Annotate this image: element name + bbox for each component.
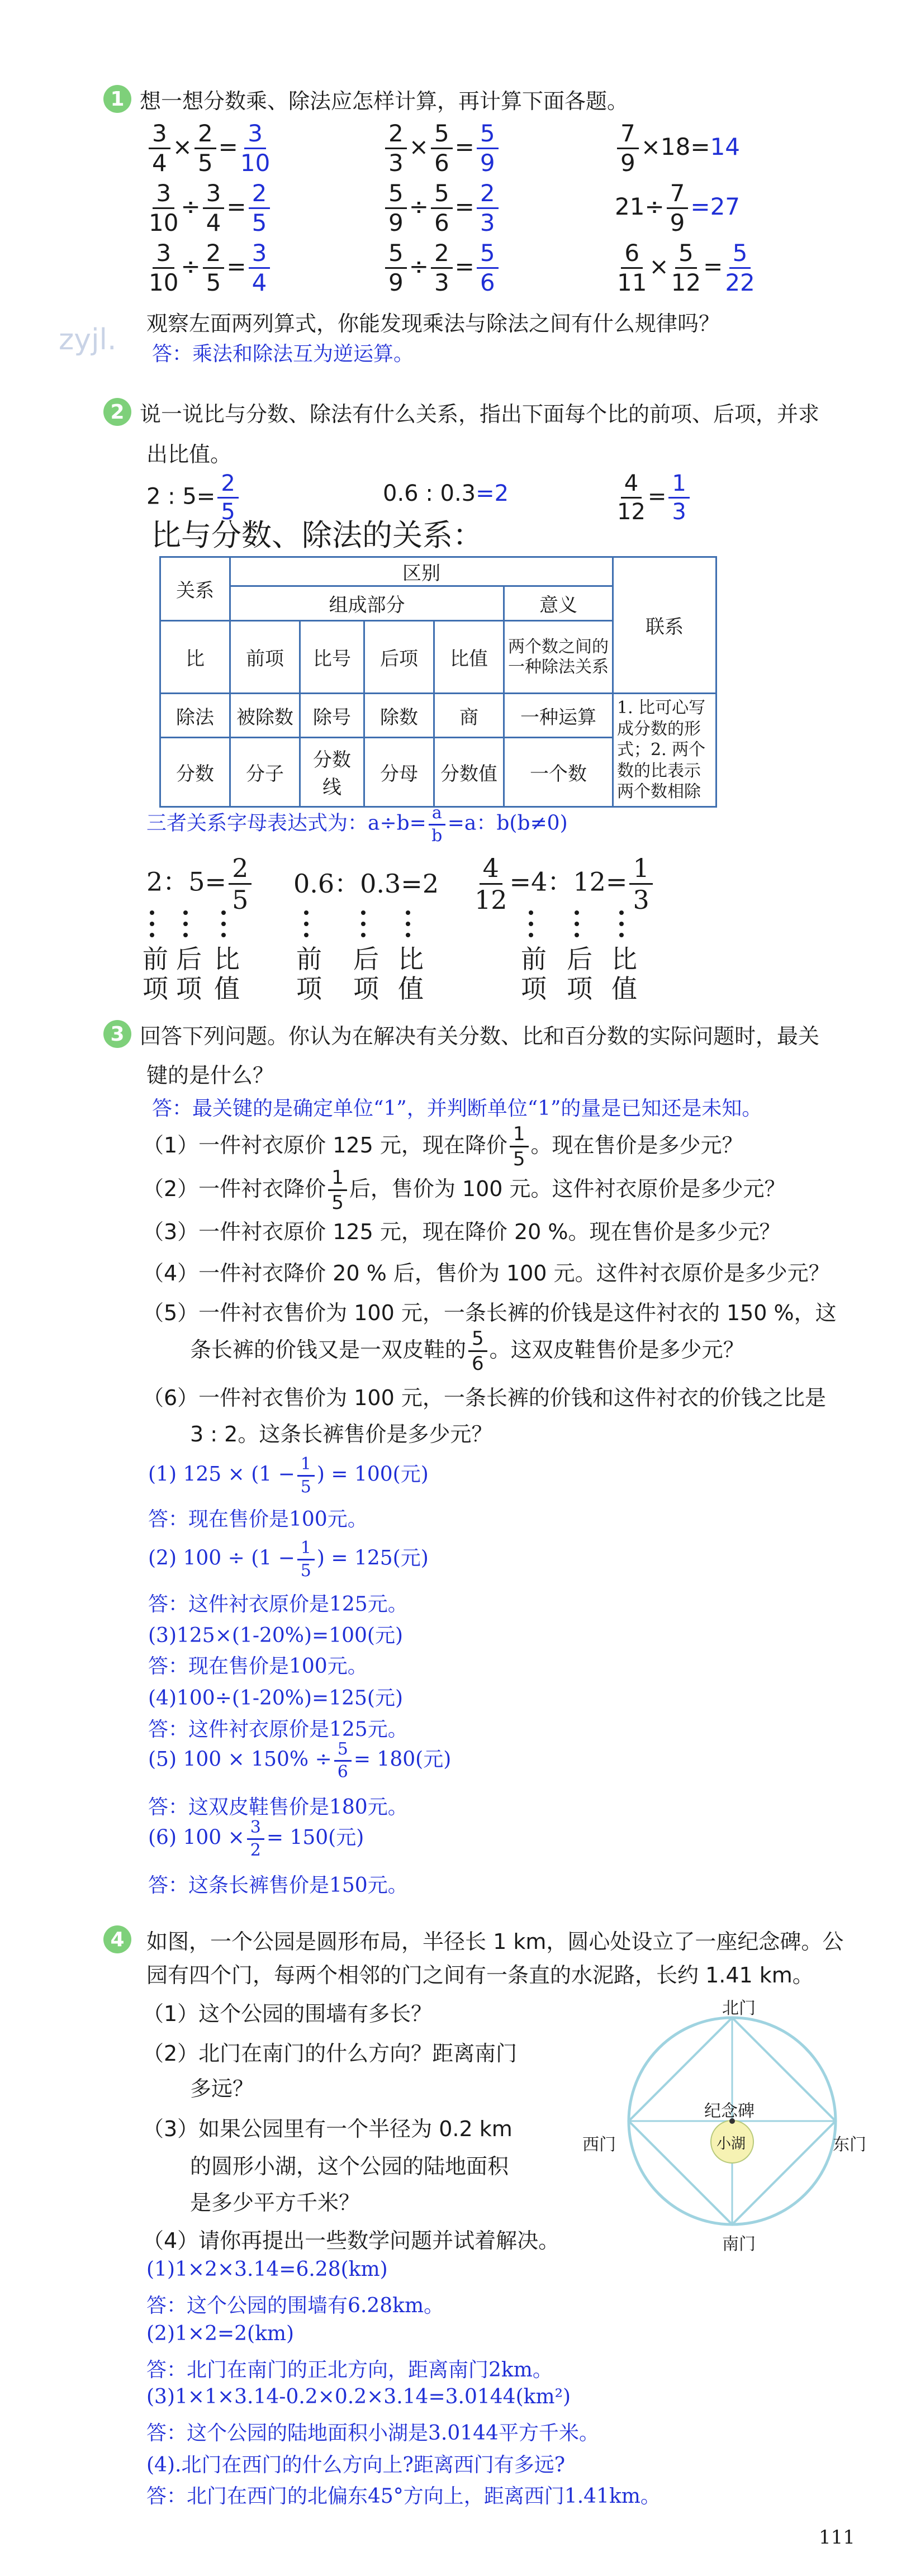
question-number-badge: 4 [103, 1925, 131, 1953]
hw-label: 后项 [353, 944, 379, 1004]
table-cell: 商 [434, 694, 504, 738]
q4-sub4: （4）请你再提出一些数学问题并试着解决。 [143, 2228, 560, 2253]
hw-ratio-1: 2：5= $\frac{2}{5}$ [146, 855, 254, 913]
q1-expr-3-2: $\frac{5}{9}$ ÷ $\frac{2}{3}$ = $\frac{5}{6}$ [383, 241, 501, 295]
q4-calc-1-answer: 答：这个公园的围墙有6.28km。 [146, 2294, 444, 2317]
q2-prompt-line2: 出比值。 [146, 442, 232, 467]
q3-sub3: （3）一件衬衣原价 125 元，现在降价 20 %。现在售价是多少元？ [143, 1220, 781, 1244]
q3-calc-6-answer: 答：这条长裤售价是150元。 [148, 1874, 408, 1897]
q3-prompt-line1: 回答下列问题。你认为在解决有关分数、比和百分数的实际问题时，最关 [140, 1024, 820, 1049]
table-header-diff: 区别 [230, 557, 613, 586]
q3-calc-3-answer: 答：现在售价是100元。 [148, 1655, 368, 1678]
table-cell: 一个数 [504, 738, 613, 807]
table-cell: 除法 [160, 694, 230, 738]
hw-label: 前项 [521, 944, 547, 1004]
q4-sub3-line2: 的圆形小湖，这个公园的陆地面积 [190, 2154, 509, 2179]
q2-prompt-line1: 说一说比与分数、除法有什么关系，指出下面每个比的前项、后项，并求 [140, 402, 820, 426]
q3-calc-6: (6) 100 × $\frac{3}{2}$ = 150(元) [148, 1818, 364, 1860]
q1-expr-1-2: $\frac{2}{3}$ × $\frac{5}{6}$ = $\frac{5}{9}$ [383, 122, 501, 175]
map-label-west: 西门 [582, 2135, 616, 2155]
q4-calc-3-answer: 答：这个公园的陆地面积小湖是3.0144平方千米。 [146, 2422, 599, 2445]
hw-ratio-2: 0.6：0.3=2 [293, 869, 439, 899]
q4-calc-3: (3)1×1×3.14-0.2×0.2×3.14=3.0144(km²) [146, 2385, 571, 2408]
q1-expr-2-3: 21÷ $\frac{7}{9}$ =27 [615, 179, 741, 236]
table-cell: 两个数之间的一种除法关系 [504, 621, 613, 694]
park-map [576, 1990, 889, 2258]
q3-sub5-line1: （5）一件衬衣售价为 100 元，一条长裤的价钱是这件衬衣的 150 %，这 [143, 1301, 837, 1325]
q4-calc-2-answer: 答：北门在南门的正北方向，距离南门2km。 [146, 2359, 553, 2382]
q1-prompt: 想一想分数乘、除法应怎样计算，再计算下面各题。 [140, 89, 629, 113]
q3-prompt-line2: 键的是什么？ [146, 1063, 274, 1088]
q4-calc-1: (1)1×2×3.14=6.28(km) [146, 2258, 388, 2281]
q3-sub4: （4）一件衬衣降价 20 % 后，售价为 100 元。这件衬衣原价是多少元？ [143, 1261, 830, 1285]
q1-expr-2-1: $\frac{3}{10}$ ÷ $\frac{3}{4}$ = $\frac{2}{5}$ [146, 182, 272, 235]
table-cell: 分母 [364, 738, 434, 807]
q4-prompt-line1: 如图，一个公园是圆形布局，半径长 1 km，圆心处设立了一座纪念碑。公 [146, 1929, 844, 1954]
q1-expr-1-3: $\frac{7}{9}$ ×18=14 [615, 122, 740, 175]
table-header-link: 联系 [613, 557, 717, 694]
hw-label: 前项 [143, 944, 168, 1004]
table-cell: 除号 [300, 694, 364, 738]
q2-formula: 三者关系字母表达式为：a÷b= $\frac{a}{b}$ =a：b(b≠0) [146, 803, 568, 846]
q4-calc-4: (4).北门在西门的什么方向上?距离西门有多远? [146, 2454, 566, 2477]
q4-prompt-line2: 园有四个门，每两个相邻的门之间有一条直的水泥路，长约 1.41 km。 [146, 1963, 814, 1987]
q3-calc-3: (3)125×(1-20%)=100(元) [148, 1624, 404, 1647]
relation-table-title: 比与分数、除法的关系： [151, 518, 483, 553]
hw-label: 比值 [611, 944, 637, 1004]
hw-label: 后项 [567, 944, 592, 1004]
q3-calc-4: (4)100÷(1-20%)=125(元) [148, 1687, 404, 1710]
map-label-monument: 纪念碑 [704, 2101, 755, 2121]
hw-label: 比值 [398, 944, 424, 1004]
q4-sub3-line1: （3）如果公园里有一个半径为 0.2 km [143, 2117, 513, 2141]
relation-table [159, 556, 717, 808]
q3-calc-1: (1) 125 × (1 − $\frac{1}{5}$ ) = 100(元) [148, 1454, 429, 1497]
table-cell: 被除数 [230, 694, 300, 738]
q3-calc-5-answer: 答：这双皮鞋售价是180元。 [148, 1796, 408, 1819]
q4-calc-4-answer: 答：北门在西门的北偏东45°方向上，距离西门1.41km。 [146, 2485, 661, 2508]
q1-expr-3-3: $\frac{6}{11}$ × $\frac{5}{12}$ = $\frac{5}{22}$ [617, 239, 755, 296]
q3-sub6-line2: 3 : 2。这条长裤售价是多少元？ [190, 1422, 493, 1446]
q3-sub6-line1: （6）一件衬衣售价为 100 元，一条长裤的价钱和这件衬衣的价钱之比是 [143, 1386, 826, 1410]
question-number-badge: 3 [103, 1020, 131, 1048]
q1-expr-3-1: $\frac{3}{10}$ ÷ $\frac{2}{5}$ = $\frac{3}{4}$ [146, 241, 272, 295]
table-cell: 分数值 [434, 738, 504, 807]
hw-label: 比值 [214, 944, 240, 1004]
page-number: 111 [819, 2526, 855, 2549]
map-label-south: 南门 [722, 2235, 756, 2254]
question-number-badge: 2 [103, 398, 131, 426]
question-number-badge: 1 [103, 85, 131, 113]
q1-expr-2-2: $\frac{5}{9}$ ÷ $\frac{5}{6}$ = $\frac{2}{3}$ [383, 182, 501, 235]
map-label-lake: 小湖 [717, 2136, 746, 2152]
table-cell: 分子 [230, 738, 300, 807]
q1-expr-1-1: $\frac{3}{4}$ × $\frac{2}{5}$ = $\frac{3}{10}$ [146, 122, 272, 175]
q3-answer: 答：最关键的是确定单位“1”，并判断单位“1”的量是已知还是未知。 [152, 1097, 762, 1120]
table-cell: 分数线 [300, 738, 364, 807]
q3-calc-2: (2) 100 ÷ (1 − $\frac{1}{5}$ ) = 125(元) [148, 1538, 429, 1581]
q3-sub1: （1）一件衬衣原价 125 元，现在降价 $\frac{1}{5}$ 。现在售价是多少元？ [143, 1123, 743, 1170]
q4-sub2-line1: （2）北门在南门的什么方向？距离南门 [143, 2041, 518, 2066]
hw-label: 后项 [176, 944, 202, 1004]
table-cell: 后项 [364, 621, 434, 694]
table-cell: 分数 [160, 738, 230, 807]
table-cell: 比值 [434, 621, 504, 694]
watermark: zyjl. [59, 323, 117, 357]
table-cell: 比号 [300, 621, 364, 694]
hw-label: 前项 [296, 944, 322, 1004]
table-header-compose: 组成部分 [230, 586, 504, 621]
q3-sub5-line2: 条长裤的价钱又是一双皮鞋的 $\frac{5}{6}$ 。这双皮鞋售价是多少元？ [190, 1327, 744, 1375]
q3-sub2: （2）一件衬衣降价 $\frac{1}{5}$ 后，售价为 100 元。这件衬衣原价是多少元？ [143, 1166, 786, 1214]
q4-sub2-line2: 多远？ [190, 2076, 254, 2101]
q1-answer: 答：乘法和除法互为逆运算。 [152, 343, 414, 366]
q4-sub1: （1）这个公园的围墙有多长？ [143, 2001, 433, 2026]
table-cell: 除数 [364, 694, 434, 738]
q3-calc-1-answer: 答：现在售价是100元。 [148, 1508, 368, 1531]
q1-observe: 观察左面两列算式，你能发现乘法与除法之间有什么规律吗？ [146, 311, 720, 336]
map-label-east: 东门 [833, 2135, 866, 2155]
table-header-meaning: 意义 [504, 586, 613, 621]
map-label-north: 北门 [722, 1999, 756, 2018]
q3-calc-5: (5) 100 × 150% ÷ $\frac{5}{6}$ = 180(元) [148, 1739, 452, 1782]
table-header-relation: 关系 [160, 557, 230, 621]
hw-ratio-3: $\frac{4}{12}$ =4：12= $\frac{1}{3}$ [472, 855, 655, 913]
table-cell: 前项 [230, 621, 300, 694]
q2-ratio-2: 0.6 : 0.3=2 [383, 481, 509, 506]
q4-calc-2: (2)1×2=2(km) [146, 2322, 295, 2345]
table-cell: 一种运算 [504, 694, 613, 738]
table-cell: 比 [160, 621, 230, 694]
q2-ratio-3: $\frac{4}{12}$ = $\frac{1}{3}$ [615, 472, 692, 523]
table-link-text: 1. 比可心写成分数的形式；2. 两个数的比表示两个数相除 [613, 694, 717, 807]
q4-sub3-line3: 是多少平方千米？ [190, 2190, 360, 2215]
q3-calc-4-answer: 答：这件衬衣原价是125元。 [148, 1718, 408, 1741]
q3-calc-2-answer: 答：这件衬衣原价是125元。 [148, 1593, 408, 1616]
q2-ratio-1: 2 : 5= $\frac{2}{5}$ [146, 472, 241, 523]
